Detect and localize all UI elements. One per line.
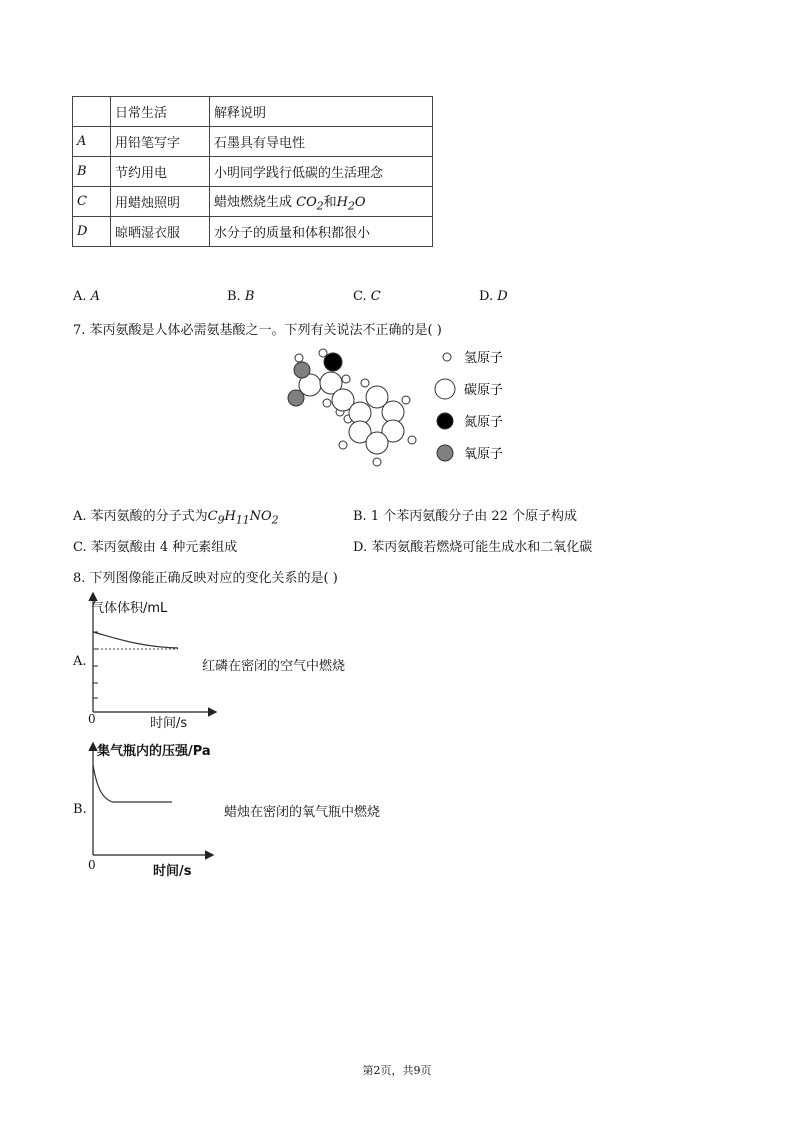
table-cell: B: [73, 157, 111, 187]
q8-stem: 8. 下列图像能正确反映对应的变化关系的是( ): [73, 571, 338, 586]
hydrogen-atom: [319, 349, 327, 357]
table-row: [73, 217, 433, 247]
formula-sub: 9: [217, 513, 225, 527]
table-row: [73, 127, 433, 157]
table-cell: 水分子的质量和体积都很小: [210, 217, 433, 247]
table-cell: C: [73, 187, 111, 217]
hydrogen-atom: [373, 458, 381, 466]
q7-option-d[interactable]: D. 苯丙氨酸若燃烧可能生成水和二氧化碳: [353, 540, 593, 555]
table-header-row: [73, 97, 433, 127]
table-cell: 用蜡烛照明: [111, 187, 210, 217]
legend-hydrogen-label: 氢原子: [464, 351, 504, 366]
formula-sub: 2: [348, 199, 355, 213]
table-cell: 小明同学践行低碳的生活理念: [210, 157, 433, 187]
graph-a-marker[interactable]: A.: [73, 654, 87, 669]
q6-option-d[interactable]: [479, 289, 508, 304]
formula-h2o: H: [336, 194, 348, 210]
hydrogen-atom: [408, 436, 416, 444]
hydrogen-atom: [402, 396, 410, 404]
carbon-legend-icon: [435, 379, 455, 399]
hydrogen-atom: [339, 441, 347, 449]
hydrogen-atom: [323, 399, 331, 407]
graph-b-marker[interactable]: B.: [73, 802, 87, 817]
graph-b-xlabel: 时间/s: [153, 864, 192, 879]
option-label: C.: [353, 289, 371, 304]
page-footer: 第2页，共9页: [362, 1064, 432, 1077]
option-label: A.: [73, 289, 91, 304]
hydrogen-atom: [342, 375, 350, 383]
oxygen-legend-icon: [437, 445, 453, 461]
formula-part: H: [224, 509, 236, 524]
hydrogen-atom: [361, 379, 369, 387]
table-cell: D: [73, 217, 111, 247]
graph-a-caption: 红磷在密闭的空气中燃烧: [202, 659, 346, 674]
formula-part: C: [207, 509, 218, 524]
formula-part: N: [249, 509, 261, 524]
formula-sub: 2: [271, 513, 279, 527]
nitrogen-atom: [324, 353, 342, 371]
option-value: A: [90, 289, 101, 304]
hydrogen-legend-icon: [443, 353, 451, 361]
nitrogen-legend-icon: [437, 413, 453, 429]
table-cell: 晾晒湿衣服: [111, 217, 210, 247]
legend-carbon-label: 碳原子: [464, 383, 504, 398]
option-value: C: [370, 289, 381, 304]
formula-tail: O: [354, 194, 366, 210]
molecule-diagram: [280, 345, 520, 470]
option-label: B.: [227, 289, 245, 304]
and-text: 和: [323, 194, 337, 210]
carbon-atom: [366, 432, 388, 454]
table-cell: 石墨具有导电性: [210, 127, 433, 157]
q6-option-a[interactable]: [73, 289, 100, 304]
option-label: D.: [479, 289, 498, 304]
oxygen-atom: [288, 390, 304, 406]
table-cell: 用铅笔写字: [111, 127, 210, 157]
graph-b-origin: 0: [88, 858, 96, 872]
molecule-legend: [435, 353, 455, 461]
y-ticks: [93, 632, 98, 698]
formula-part: O: [261, 509, 272, 524]
q6-option-c[interactable]: [353, 289, 381, 304]
formula-co2: CO: [296, 194, 317, 210]
q7-option-b[interactable]: B. 1 个苯丙氨酸分子由 22 个原子构成: [353, 509, 578, 524]
graph-a-ylabel: 气体体积/mL: [91, 601, 168, 616]
curve-pressure: [93, 765, 172, 802]
graph-a-origin: 0: [88, 712, 96, 726]
legend-oxygen-label: 氧原子: [464, 447, 504, 462]
graph-b-ylabel: 集气瓶内的压强/Pa: [97, 744, 211, 759]
formula-sub: 11: [235, 513, 250, 527]
graph-a-xlabel: 时间/s: [150, 716, 188, 731]
q6-table: [72, 96, 433, 247]
table-cell: A: [73, 127, 111, 157]
q7-stem: 7. 苯丙氨酸是人体必需氨基酸之一。下列有关说法不正确的是( ): [73, 323, 442, 338]
legend-nitrogen-label: 氮原子: [464, 415, 504, 430]
option-value: D: [497, 289, 508, 304]
table-cell: 解释说明: [210, 97, 433, 127]
table-cell: 日常生活: [111, 97, 210, 127]
explain-text: 蜡烛燃烧生成: [214, 194, 297, 210]
table-cell: [210, 187, 433, 217]
q7-option-c[interactable]: C. 苯丙氨酸由 4 种元素组成: [73, 540, 238, 555]
q7-option-a[interactable]: [73, 505, 279, 527]
option-value: B: [244, 289, 255, 304]
molecule-structure: [288, 349, 416, 466]
table-row: [73, 187, 433, 217]
hydrogen-atom: [295, 354, 303, 362]
option-text: A. 苯丙氨酸的分子式为: [73, 509, 208, 524]
curve-gas-volume: [93, 632, 178, 648]
q6-option-b[interactable]: [227, 289, 254, 304]
table-row: [73, 157, 433, 187]
formula-sub: 2: [316, 199, 324, 213]
graph-b-caption: 蜡烛在密闭的氧气瓶中燃烧: [224, 805, 381, 820]
table-cell: [73, 97, 111, 127]
oxygen-atom: [294, 362, 310, 378]
table-cell: 节约用电: [111, 157, 210, 187]
